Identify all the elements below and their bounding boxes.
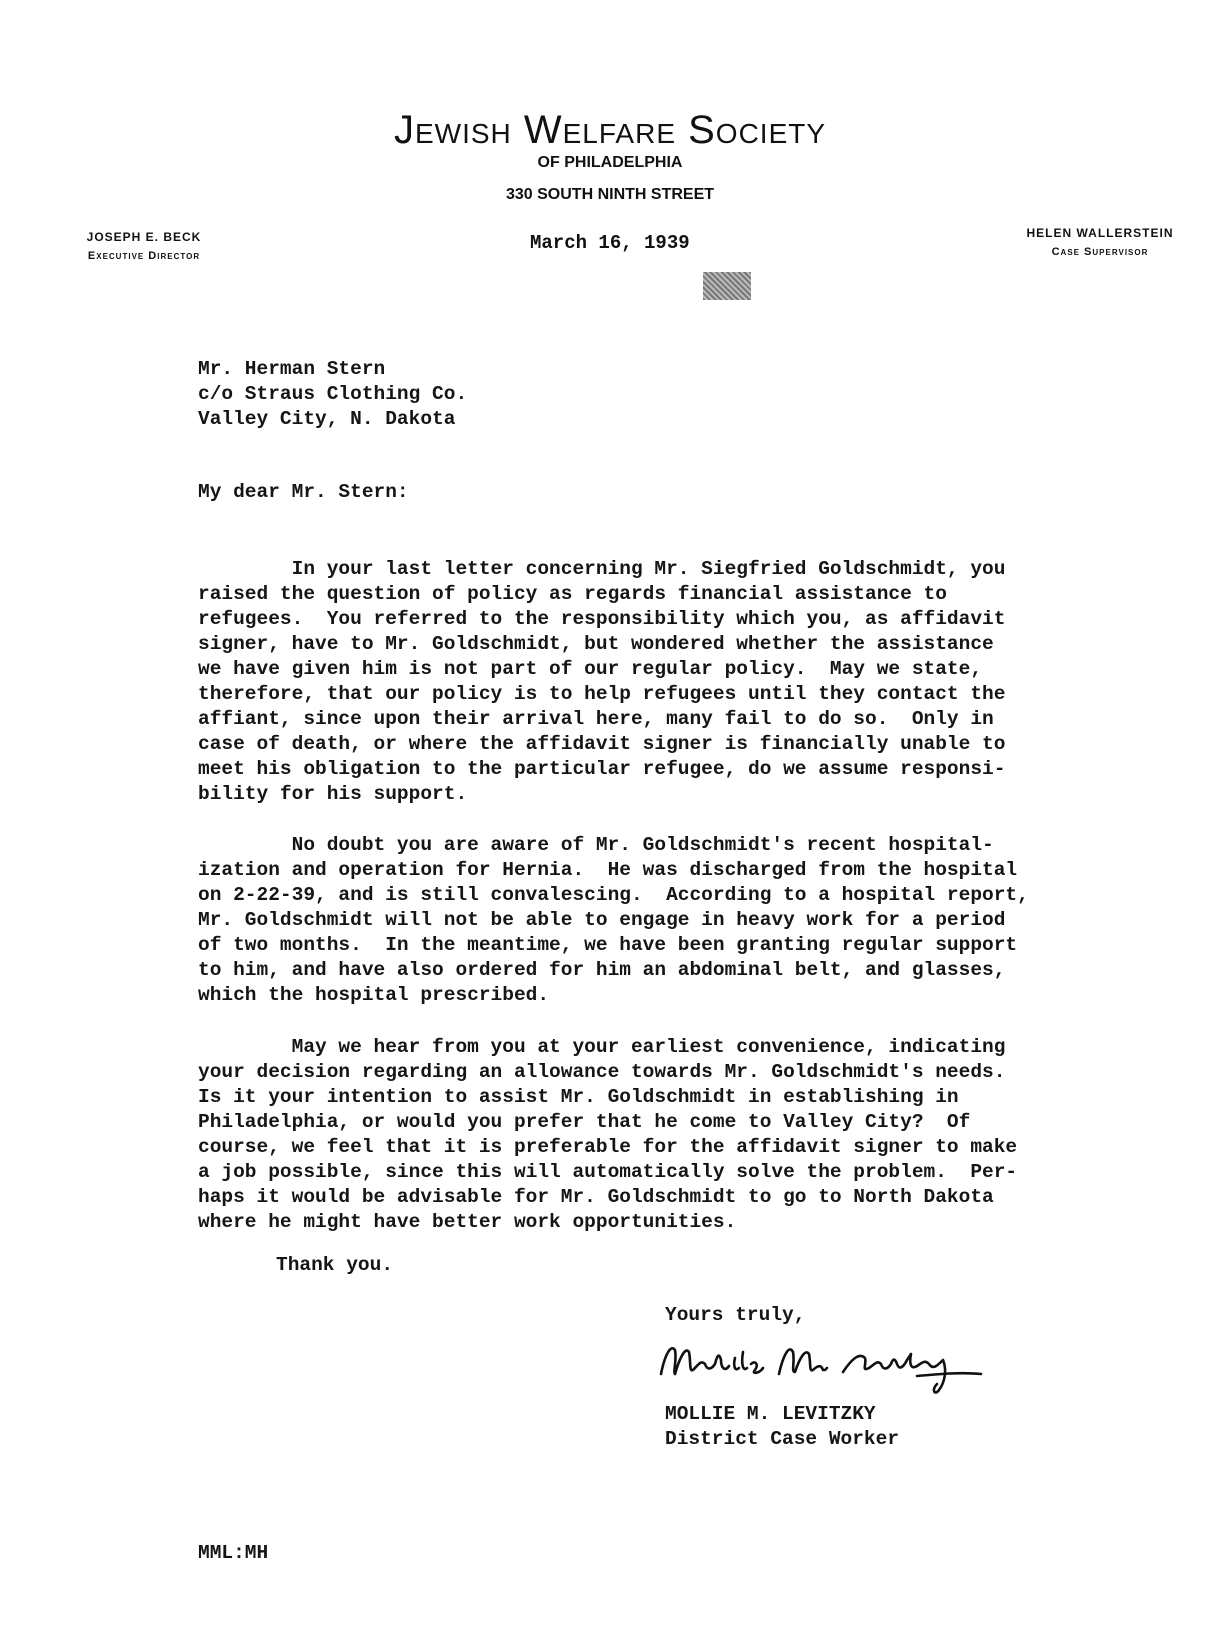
executive-director-block: [64, 230, 224, 262]
signer-title: District Case Worker: [665, 1428, 900, 1450]
closing: Yours truly,: [665, 1304, 806, 1326]
handwritten-signature: [655, 1330, 985, 1400]
thanks-line: Thank you.: [276, 1254, 394, 1276]
body-paragraph: No doubt you are aware of Mr. Goldschmidt's recent hospital- ization and operation for Hernia. He was discharged from the hospital on 2-22-39, and is still convalescing. According to a hospital report, Mr. Goldschmidt will not be able to engage in heavy work for a period of two months. In the meantime, we have been granting regular support to him, and have also ordered for him an abdominal belt, and glasses, which the hospital prescribed.: [198, 834, 1029, 1006]
recipient-address: [198, 357, 467, 432]
body-paragraph: May we hear from you at your earliest convenience, indicating your decision regarding an allowance towards Mr. Goldschmidt's needs. Is it your intention to assist Mr. Goldschmidt in establishing in Philadelphia, or would you prefer that he come to Valley City? Of course, we feel that it is preferable for the affidavit signer to make a job possible, since this will automatically solve the problem. Per- haps it would be advisable for Mr. Goldschmidt to go to North Dakota where he might have better work opportunities.: [198, 1036, 1018, 1233]
recipient-line: Valley City, N. Dakota: [198, 408, 456, 430]
case-supervisor-title: Case Supervisor: [1051, 246, 1149, 258]
signer-name: MOLLIE M. LEVITZKY: [665, 1403, 876, 1425]
body-paragraph: In your last letter concerning Mr. Siegfried Goldschmidt, you raised the question of policy as regards financial assistance to refugees. You referred to the responsibility which you, as affidavit signer, have to Mr. Goldschmidt, but wondered whether the assistance we have given him is not part of our regular policy. May we state, therefore, that our policy is to help refugees until they contact the affiant, since upon their arrival here, many fail to do so. Only in case of death, or where the affidavit signer is financially unable to meet his obligation to the particular refugee, do we assume responsi- bility for his support.: [198, 558, 1006, 805]
recipient-line: Mr. Herman Stern: [198, 358, 386, 380]
organization-city: OF PHILADELPHIA: [537, 154, 683, 171]
recipient-line: c/o Straus Clothing Co.: [198, 383, 468, 405]
case-supervisor-name: HELEN WALLERSTEIN: [1026, 226, 1174, 240]
letter-date: March 16, 1939: [530, 232, 690, 254]
salutation: My dear Mr. Stern:: [198, 481, 409, 503]
typist-initials: MML:MH: [198, 1542, 269, 1564]
stamp-mark: [703, 272, 751, 300]
organization-name: Jewish Welfare Society: [393, 108, 827, 152]
executive-director-title: Executive Director: [87, 250, 201, 262]
executive-director-name: JOSEPH E. BECK: [86, 230, 202, 244]
organization-address: 330 SOUTH NINTH STREET: [505, 186, 715, 203]
case-supervisor-block: [1010, 226, 1190, 258]
